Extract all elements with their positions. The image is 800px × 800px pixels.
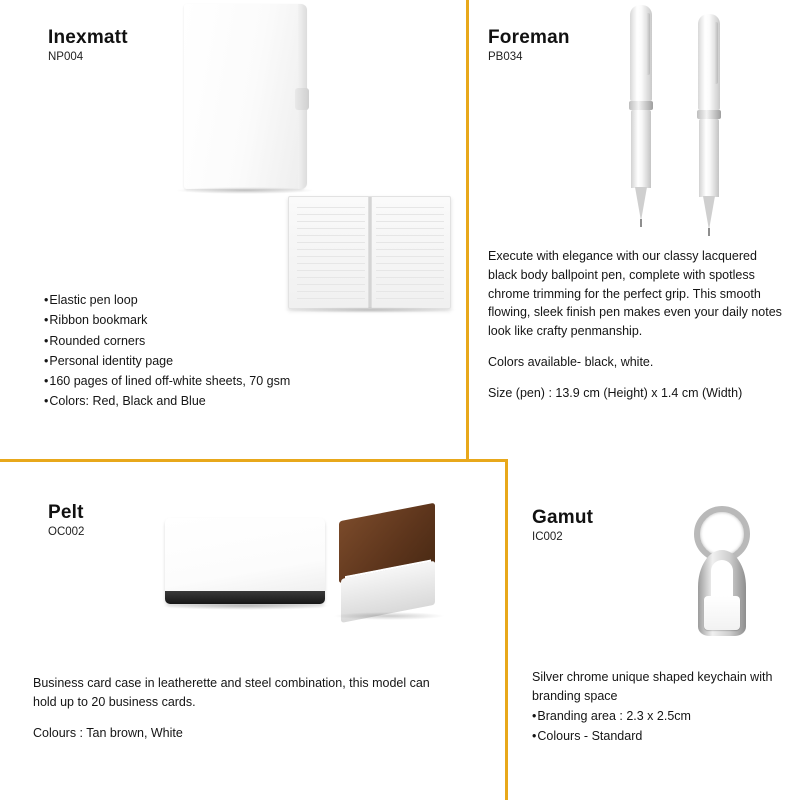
colors-paragraph: Colours : Tan brown, White xyxy=(33,725,183,740)
list-item: • Branding area : 2.3 x 2.5cm xyxy=(532,706,794,726)
list-item: • Colours - Standard xyxy=(532,726,794,746)
product-heading xyxy=(532,507,593,543)
product-code: OC002 xyxy=(48,526,85,538)
list-item: • Elastic pen loop xyxy=(44,290,290,310)
product-panel-inexmatt xyxy=(0,0,466,459)
product-heading xyxy=(48,27,128,63)
product-code: PB034 xyxy=(488,51,523,63)
list-item: • Personal identity page xyxy=(44,351,290,371)
product-panel-pelt xyxy=(0,462,505,800)
product-description xyxy=(532,668,794,746)
product-title: Gamut xyxy=(532,507,594,528)
elastic-pen-loop-icon xyxy=(295,88,309,110)
product-heading xyxy=(48,502,84,538)
product-title: Foreman xyxy=(488,27,570,48)
list-item: • 160 pages of lined off-white sheets, 70 gsm xyxy=(44,371,290,391)
list-item: • Colors: Red, Black and Blue xyxy=(44,391,290,411)
product-title: Inexmatt xyxy=(48,27,128,48)
description-paragraph: Business card case in leatherette and steel combination, this model can hold up to 20 business cards. xyxy=(33,676,430,709)
product-description xyxy=(33,674,453,742)
feature-list xyxy=(44,290,290,412)
product-description xyxy=(488,247,788,402)
list-item: • Rounded corners xyxy=(44,331,290,351)
colors-paragraph: Colors available- black, white. xyxy=(488,354,654,369)
product-title: Pelt xyxy=(48,502,84,523)
list-item: • Ribbon bookmark xyxy=(44,310,290,330)
product-code: NP004 xyxy=(48,51,84,63)
feature-list xyxy=(532,706,794,747)
product-panel-gamut xyxy=(508,462,800,800)
product-code: IC002 xyxy=(532,531,563,543)
description-paragraph: Silver chrome unique shaped keychain with branding space xyxy=(532,670,773,703)
description-paragraph: Execute with elegance with our classy lacquered black body ballpoint pen, complete with spotless chrome trimming for the perfect grip. This smooth flowing, sleek finish pen makes even your daily notes look like crafty penmanship. xyxy=(488,249,782,338)
branding-plate xyxy=(704,596,740,630)
size-paragraph: Size (pen) : 13.9 cm (Height) x 1.4 cm (Width) xyxy=(488,385,743,400)
product-heading xyxy=(488,27,570,63)
product-panel-foreman xyxy=(469,0,800,459)
